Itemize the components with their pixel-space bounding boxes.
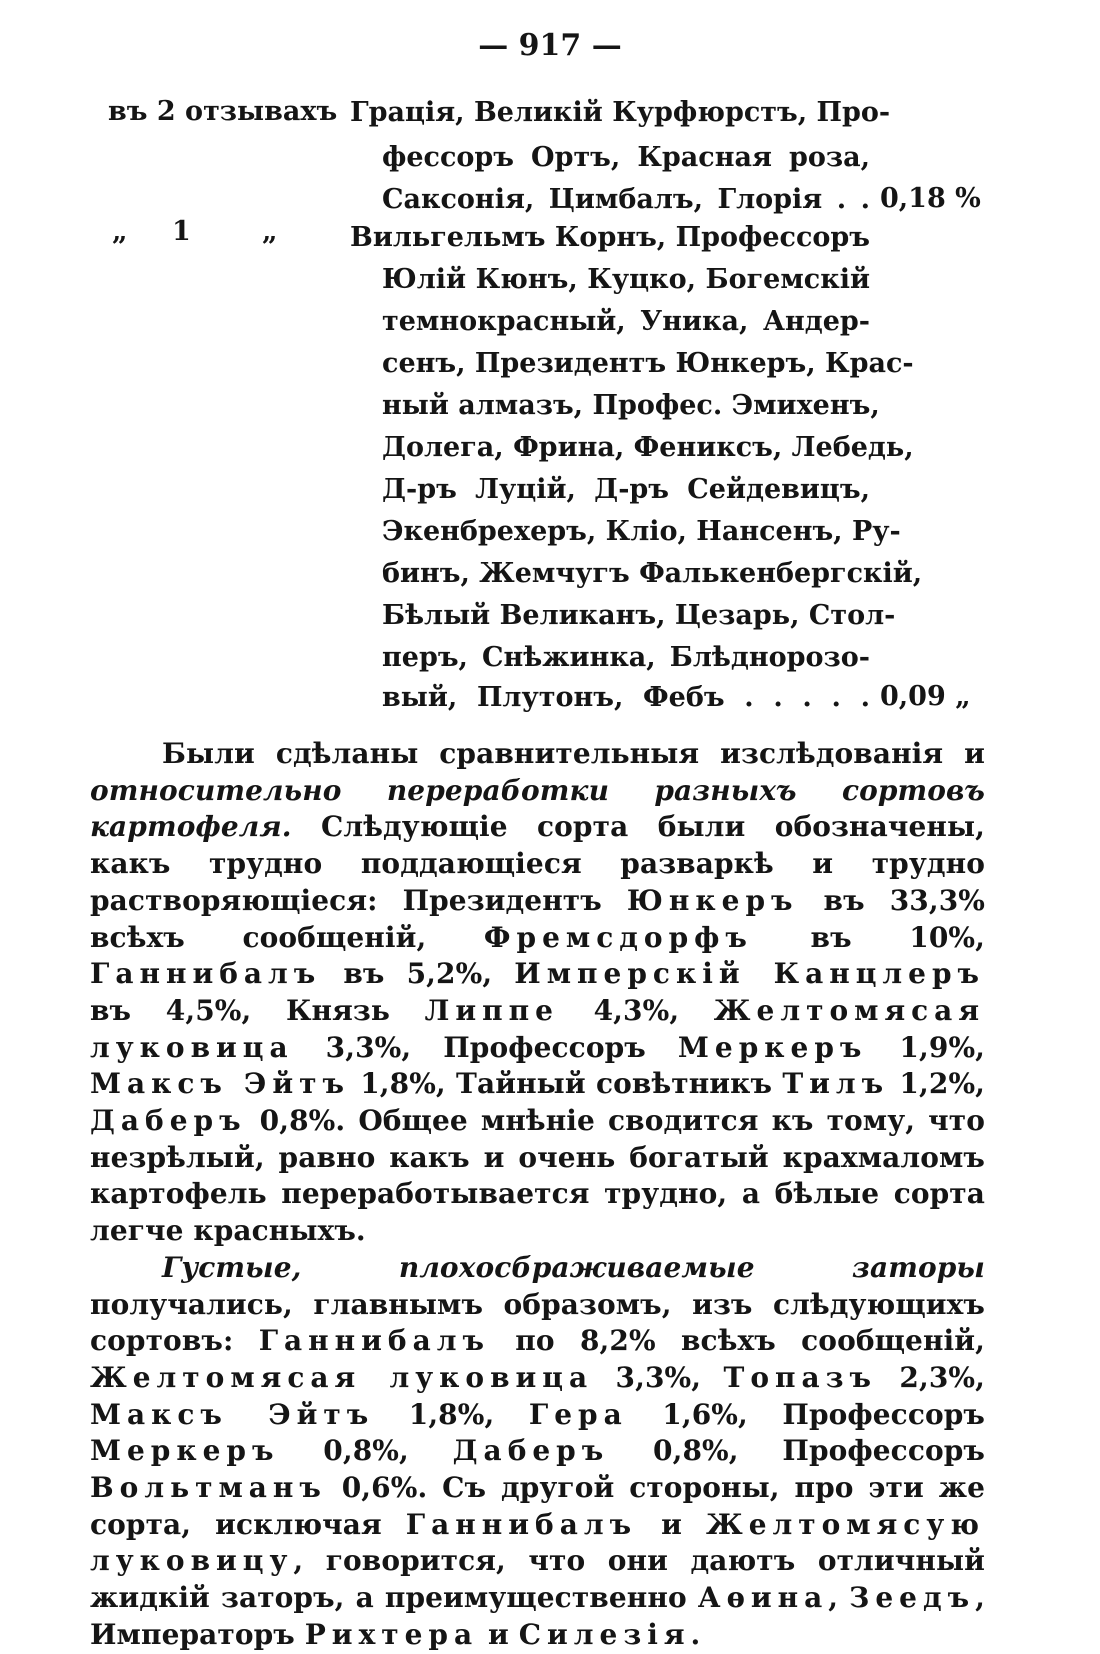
- text-run: 4,3%,: [558, 993, 714, 1027]
- row2-line: перъ, Снѣжинка, Блѣднорозо-: [382, 642, 870, 673]
- text-run: въ 33,3% всѣхъ сообщеній,: [90, 883, 985, 954]
- spaced-term: Даберъ: [452, 1434, 610, 1468]
- text-run: 3,3%, Профессоръ: [293, 1030, 678, 1064]
- text-run: 2,3%,: [877, 1360, 985, 1394]
- spaced-term: Аѳина: [697, 1581, 829, 1615]
- spaced-term: Желтомясая луковица: [90, 1360, 594, 1394]
- row2-line: темнокрасный, Уника, Андер-: [382, 306, 870, 337]
- text-run: Были сдѣланы сравнительныя изслѣдованія и: [162, 737, 985, 770]
- row2-ditto-mark: „: [262, 216, 278, 247]
- spaced-term: Тилъ: [782, 1067, 890, 1101]
- row2-percent: 0,09 „: [880, 681, 971, 712]
- spaced-term: Юнкеръ: [626, 883, 799, 917]
- spaced-term: Вольтманъ: [90, 1471, 327, 1505]
- text-run: ,: [828, 1581, 850, 1615]
- spaced-term: Меркеръ: [677, 1030, 868, 1064]
- spaced-term: Имперскій Канцлеръ: [514, 957, 985, 991]
- row2-line: Бѣлый Великанъ, Цезарь, Стол-: [382, 600, 896, 631]
- spaced-term: Зеедъ: [849, 1581, 976, 1615]
- paragraph-processing: [90, 736, 985, 1250]
- text-run: , говорится, что они даютъ отличный жидкій заторъ, а преимущественно: [90, 1544, 985, 1615]
- spaced-term: Ганнибалъ: [258, 1324, 490, 1358]
- row1-line: фессоръ Ортъ, Красная роза,: [382, 142, 870, 173]
- text-run: .: [690, 1617, 701, 1651]
- text-run: 0,6%. Съ другой стороны, про эти же сорта, исключая: [90, 1471, 985, 1541]
- row2-line: бинъ, Жемчугъ Фалькенбергскій,: [382, 558, 923, 589]
- body-text: [90, 736, 985, 1654]
- paragraph-mashes: [90, 1250, 985, 1654]
- text-run: въ 10%,: [752, 920, 985, 954]
- spaced-term: Силезія: [518, 1617, 691, 1651]
- spaced-term: Желтомясая луковица: [90, 993, 985, 1064]
- row2-count: 1: [172, 216, 191, 247]
- text-run: 0,8%, Профессоръ: [609, 1434, 986, 1468]
- spaced-term: Ганнибалъ: [90, 957, 322, 991]
- text-run: въ 4,5%, Князь: [90, 993, 425, 1027]
- text-run: 1,6%, Профессоръ: [627, 1397, 986, 1431]
- text-run: 0,8%. Общее мнѣніе сводится къ тому, что незрѣлый, равно какъ и очень богатый крахмаломъ картофель переработывается трудно, а бѣлые сорта легче красныхъ.: [90, 1104, 985, 1248]
- row1-line: Грація, Великій Курфюрстъ, Про-: [350, 97, 891, 128]
- row2-line: Экенбрехеръ, Кліо, Нансенъ, Ру-: [382, 516, 901, 547]
- row2-line: Д-ръ Луцій, Д-ръ Сейдевицъ,: [382, 474, 870, 505]
- spaced-term: Гера: [528, 1397, 628, 1431]
- page-number: — 917 —: [478, 28, 622, 63]
- text-run: получались, главнымъ образомъ, изъ слѣдующихъ сортовъ:: [90, 1287, 985, 1358]
- text-run: и: [478, 1617, 519, 1651]
- spaced-term: Рихтера: [304, 1617, 479, 1651]
- spaced-term: Желтомясую луковицу: [90, 1507, 985, 1578]
- spaced-term: Топазъ: [723, 1360, 878, 1394]
- text-run: 1,2%,: [889, 1067, 985, 1101]
- row2-ditto-mark: „: [112, 216, 128, 247]
- row1-percent: 0,18 %: [880, 183, 981, 214]
- text-run: и: [637, 1507, 706, 1541]
- text-run: по 8,2% всѣхъ сообщеній,: [489, 1324, 985, 1358]
- row1-line: Саксонія, Цимбалъ, Глорія . .: [382, 184, 870, 215]
- row2-line: Вильгельмъ Корнъ, Профессоръ: [350, 222, 870, 253]
- spaced-term: Даберъ: [90, 1104, 247, 1138]
- text-run: , Императоръ: [90, 1581, 985, 1651]
- row2-line: ный алмазъ, Профес. Эмихенъ,: [382, 390, 880, 421]
- row2-line: Долега, Фрина, Фениксъ, Лебедь,: [382, 432, 914, 463]
- italic-phrase: Густые, плохосбраживаемые заторы: [162, 1250, 985, 1284]
- spaced-term: Меркеръ: [90, 1434, 280, 1468]
- row2-line: Юлій Кюнъ, Куцко, Богемскій: [382, 264, 870, 295]
- text-run: 1,9%,: [867, 1030, 985, 1064]
- text-run: 1,8%,: [374, 1397, 529, 1431]
- spaced-term: Ганнибалъ: [405, 1507, 638, 1541]
- text-run: 0,8%,: [279, 1434, 453, 1468]
- row2-line: вый, Плутонъ, Фебъ . . . . .: [382, 682, 870, 713]
- row2-line: сенъ, Президентъ Юнкеръ, Крас-: [382, 348, 914, 379]
- text-run: 3,3%,: [593, 1360, 724, 1394]
- spaced-term: Фремсдорфъ: [483, 920, 753, 954]
- spaced-term: Максъ Эйтъ: [90, 1067, 350, 1101]
- italic-phrase: относительно переработки разныхъ сортовъ картофеля.: [90, 773, 985, 844]
- text-run: 1,8%, Тайный совѣтникъ: [349, 1067, 783, 1101]
- row1-label: въ 2 отзывахъ: [108, 96, 338, 127]
- spaced-term: Максъ Эйтъ: [90, 1397, 375, 1431]
- text-run: въ 5,2%,: [321, 957, 515, 991]
- spaced-term: Липпе: [424, 993, 559, 1027]
- text-run: Слѣдующіе сорта были обозначены, какъ трудно поддающіеся разваркѣ и трудно растворяющіеся: Президентъ: [90, 810, 985, 917]
